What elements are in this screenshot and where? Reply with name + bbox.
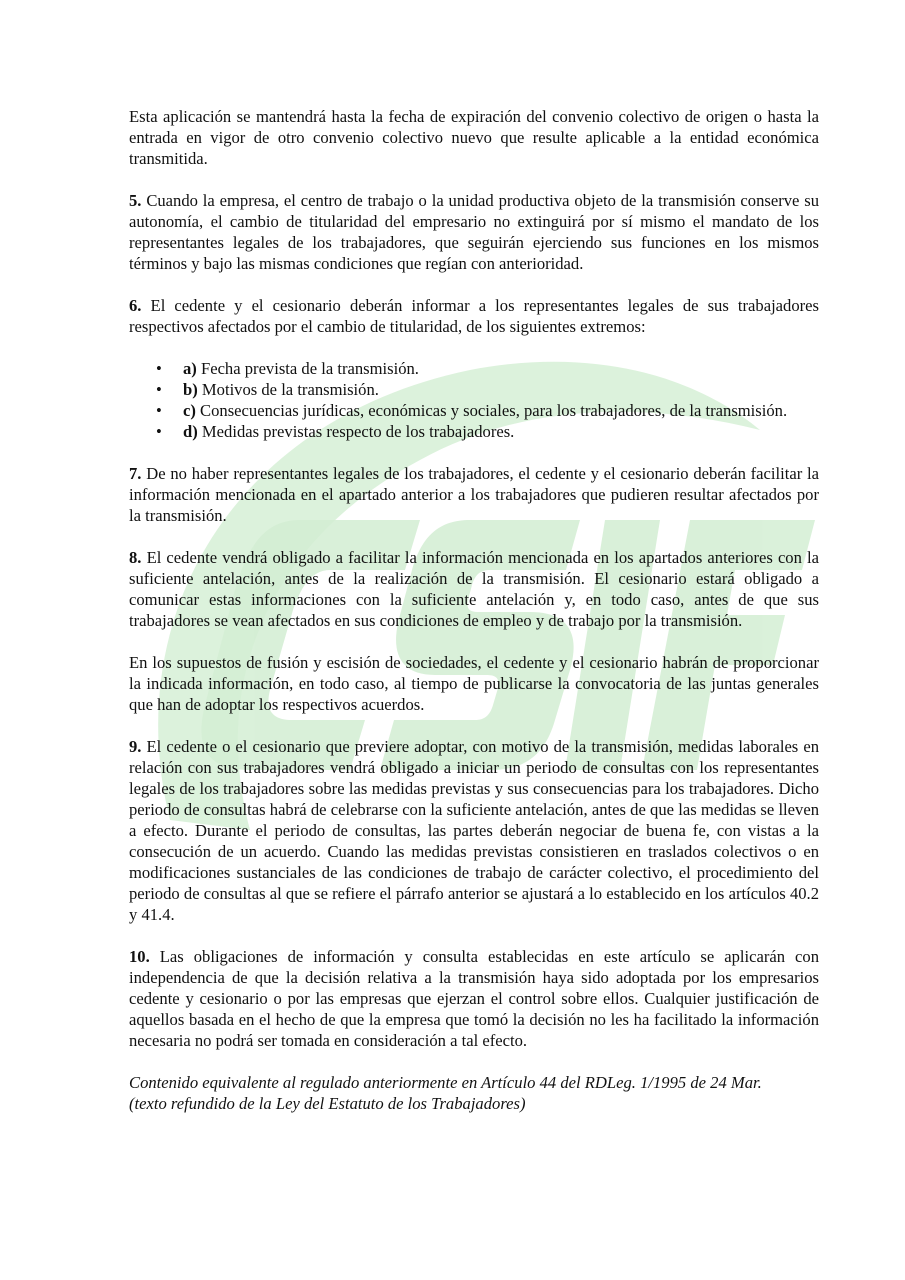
intro-paragraph <box>129 106 819 169</box>
paragraph-7-number: 7. <box>129 464 142 483</box>
list-item-letter: d) <box>183 422 198 441</box>
paragraph-5-number: 5. <box>129 191 142 210</box>
paragraph-8-continuation <box>129 652 819 715</box>
source-note <box>129 1072 819 1114</box>
list-item-text: Medidas previstas respecto de los trabajadores. <box>197 422 515 441</box>
paragraph-8-text: El cedente vendrá obligado a facilitar la información mencionada en los apartados anteriores con la suficiente antelación, antes de la realización de la transmisión. El cesionario estará obligado a comunicar estas informaciones con la suficiente antelación y, en todo caso, antes de que sus trabajadores se vean afectados en sus condiciones de empleo y de trabajo por la transmisión. <box>129 548 819 630</box>
list-item <box>183 400 819 421</box>
list-item-text: Consecuencias jurídicas, económicas y sociales, para los trabajadores, de la transmisión. <box>195 401 788 420</box>
list-item-text: Fecha prevista de la transmisión. <box>196 359 419 378</box>
paragraph-10 <box>129 946 819 1051</box>
list-item-letter: c) <box>183 401 196 420</box>
paragraph-5-text: Cuando la empresa, el centro de trabajo o la unidad productiva objeto de la transmisión conserve su autonomía, el cambio de titularidad del empresario no extinguirá por sí mismo el mandato de los representantes legales de los trabajadores, que seguirán ejerciendo sus funciones en los mismos términos y bajo las mismas condiciones que regían con anterioridad. <box>129 191 819 273</box>
list-item <box>183 421 819 442</box>
list-item-letter: a) <box>183 359 197 378</box>
extremes-list <box>129 358 819 442</box>
paragraph-5 <box>129 190 819 274</box>
paragraph-8-number: 8. <box>129 548 142 567</box>
paragraph-7-text: De no haber representantes legales de los trabajadores, el cedente y el cesionario deberán facilitar la información mencionada en el apartado anterior a los trabajadores que pudieren resultar afectados por la transmisión. <box>129 464 819 525</box>
source-note-line-1: Contenido equivalente al regulado anteriormente en Artículo 44 del RDLeg. 1/1995 de 24 Mar. <box>129 1073 762 1092</box>
list-item-letter: b) <box>183 380 198 399</box>
paragraph-10-number: 10. <box>129 947 150 966</box>
paragraph-9 <box>129 736 819 925</box>
paragraph-8-continuation-text: En los supuestos de fusión y escisión de sociedades, el cedente y el cesionario habrán de proporcionar la indicada información, en todo caso, al tiempo de publicarse la convocatoria de las juntas generales que han de adoptar los respectivos acuerdos. <box>129 653 819 714</box>
paragraph-6-text: El cedente y el cesionario deberán informar a los representantes legales de sus trabajadores respectivos afectados por el cambio de titularidad, de los siguientes extremos: <box>129 296 819 336</box>
paragraph-6 <box>129 295 819 337</box>
paragraph-7 <box>129 463 819 526</box>
paragraph-6-number: 6. <box>129 296 142 315</box>
paragraph-8 <box>129 547 819 631</box>
list-item <box>183 379 819 400</box>
paragraph-9-number: 9. <box>129 737 142 756</box>
list-item-text: Motivos de la transmisión. <box>197 380 379 399</box>
document-body <box>129 106 819 1135</box>
list-item <box>183 358 819 379</box>
paragraph-9-text: El cedente o el cesionario que previere adoptar, con motivo de la transmisión, medidas laborales en relación con sus trabajadores vendrá obligado a iniciar un periodo de consultas con los representantes legales de los trabajadores sobre las medidas previstas y sus consecuencias para los trabajadores. Dicho periodo de consultas habrá de celebrarse con la suficiente antelación, antes de que las medidas se lleven a efecto. Durante el periodo de consultas, las partes deberán negociar de buena fe, con vistas a la consecución de un acuerdo. Cuando las medidas previstas consistieren en traslados colectivos o en modificaciones sustanciales de las condiciones de trabajo de carácter colectivo, el procedimiento del periodo de consultas al que se refiere el párrafo anterior se ajustará a lo establecido en los artículos 40.2 y 41.4. <box>129 737 819 924</box>
intro-text: Esta aplicación se mantendrá hasta la fecha de expiración del convenio colectivo de origen o hasta la entrada en vigor de otro convenio colectivo nuevo que resulte aplicable a la entidad económica transmitida. <box>129 107 819 168</box>
paragraph-10-text: Las obligaciones de información y consulta establecidas en este artículo se aplicarán con independencia de que la decisión relativa a la transmisión haya sido adoptada por los empresarios cedente y cesionario o por las empresas que ejerzan el control sobre ellos. Cualquier justificación de aquellos basada en el hecho de que la empresa que tomó la decisión no les ha facilitado la información necesaria no podrá ser tomada en consideración a tal efecto. <box>129 947 819 1050</box>
source-note-line-2: (texto refundido de la Ley del Estatuto de los Trabajadores) <box>129 1094 526 1113</box>
